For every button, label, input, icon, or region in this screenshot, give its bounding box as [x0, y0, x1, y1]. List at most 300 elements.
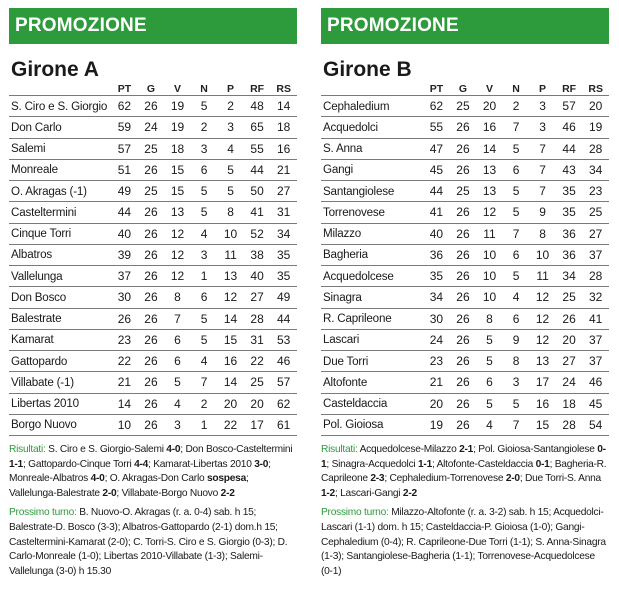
stat-rs: 44 — [270, 308, 297, 329]
stat-rf: 44 — [244, 159, 271, 180]
stat-v: 8 — [476, 308, 503, 329]
stat-pt: 59 — [111, 117, 138, 138]
stat-n: 2 — [191, 117, 218, 138]
stat-n: 5 — [191, 308, 218, 329]
section-banner: PROMOZIONE — [9, 8, 297, 44]
stat-g: 26 — [450, 308, 477, 329]
stat-rf: 25 — [556, 287, 583, 308]
stat-n: 1 — [191, 414, 218, 435]
result-score: 2-1 — [459, 444, 474, 455]
stat-n: 5 — [191, 181, 218, 202]
stat-p: 10 — [529, 244, 556, 265]
stat-n: 7 — [191, 372, 218, 393]
stat-g: 26 — [138, 287, 165, 308]
stat-pt: 22 — [111, 351, 138, 372]
stat-v: 3 — [164, 414, 191, 435]
stat-pt: 34 — [423, 287, 450, 308]
team-name: Gattopardo — [9, 351, 111, 372]
result-score: 3-0 — [254, 458, 269, 470]
stat-rs: 37 — [582, 329, 609, 350]
stat-rs: 32 — [582, 287, 609, 308]
stat-v: 15 — [164, 181, 191, 202]
table-row — [321, 372, 609, 393]
stat-v: 4 — [476, 414, 503, 435]
table-row — [9, 414, 297, 435]
stat-rs: 25 — [582, 202, 609, 223]
stat-v: 5 — [476, 393, 503, 414]
results-text — [9, 444, 292, 499]
stat-n: 6 — [503, 244, 530, 265]
result-fixture: ; Monreale-Albatros — [9, 458, 271, 485]
table-row — [9, 372, 297, 393]
stat-v: 13 — [476, 159, 503, 180]
result-score: 2-0 — [505, 473, 520, 485]
stat-rs: 28 — [582, 266, 609, 287]
stat-v: 5 — [164, 372, 191, 393]
stat-rs: 45 — [582, 393, 609, 414]
stat-v: 4 — [164, 393, 191, 414]
team-name: Balestrate — [9, 308, 111, 329]
stat-p: 20 — [217, 393, 244, 414]
stat-pt: 14 — [111, 393, 138, 414]
stat-n: 4 — [503, 287, 530, 308]
stat-p: 16 — [529, 393, 556, 414]
stat-n: 5 — [503, 266, 530, 287]
stat-g: 25 — [450, 181, 477, 202]
stat-g: 26 — [138, 329, 165, 350]
group-title: Girone A — [11, 58, 99, 81]
result-fixture: ; Pol. Gioiosa-Santangiolese — [473, 444, 598, 455]
stat-pt: 62 — [423, 96, 450, 117]
stat-n: 5 — [503, 202, 530, 223]
team-name: Pol. Gioiosa — [321, 414, 423, 435]
stat-v: 11 — [476, 223, 503, 244]
table-row — [321, 393, 609, 414]
next-round-label: Prossimo turno: — [9, 507, 77, 519]
stat-g: 26 — [450, 287, 477, 308]
stat-p: 9 — [529, 202, 556, 223]
stat-g: 25 — [138, 138, 165, 159]
stat-p: 8 — [529, 223, 556, 244]
stat-g: 26 — [138, 266, 165, 287]
stat-pt: 39 — [111, 244, 138, 265]
stat-v: 10 — [476, 287, 503, 308]
table-row — [321, 244, 609, 265]
standings-table — [9, 83, 297, 436]
stat-rs: 37 — [582, 244, 609, 265]
table-body — [321, 96, 609, 436]
stat-v: 12 — [164, 223, 191, 244]
stat-rf: 36 — [556, 244, 583, 265]
team-name: O. Akragas (-1) — [9, 181, 111, 202]
stat-g: 26 — [450, 117, 477, 138]
header-team — [321, 83, 423, 96]
stat-g: 26 — [138, 351, 165, 372]
result-fixture: ; Villabate-Borgo Nuovo — [116, 487, 221, 499]
group-title: Girone B — [323, 58, 412, 81]
table-row — [321, 351, 609, 372]
stat-v: 13 — [164, 202, 191, 223]
standings-table — [321, 83, 609, 436]
table-row — [9, 202, 297, 223]
table-row — [321, 329, 609, 350]
table-row — [9, 138, 297, 159]
stat-n: 6 — [503, 159, 530, 180]
stat-n: 6 — [191, 287, 218, 308]
stat-p: 16 — [217, 351, 244, 372]
team-name: Altofonte — [321, 372, 423, 393]
stat-rs: 46 — [270, 351, 297, 372]
notes — [321, 443, 609, 579]
stat-rf: 26 — [556, 308, 583, 329]
team-name: Cinque Torri — [9, 223, 111, 244]
result-fixture: ; Due Torri-S. Anna — [519, 473, 601, 485]
result-score: 4-0 — [90, 473, 105, 485]
stat-rf: 27 — [244, 287, 271, 308]
stat-rs: 27 — [582, 223, 609, 244]
stat-g: 26 — [450, 393, 477, 414]
stat-rf: 34 — [556, 266, 583, 287]
stat-g: 26 — [138, 244, 165, 265]
result-fixture: ; O. Akragas-Don Carlo — [104, 473, 207, 485]
stat-rs: 46 — [582, 372, 609, 393]
stat-pt: 55 — [423, 117, 450, 138]
stat-p: 3 — [217, 117, 244, 138]
result-score: 1-1 — [418, 458, 432, 470]
stat-p: 5 — [217, 159, 244, 180]
stat-g: 26 — [450, 159, 477, 180]
team-name: Santangiolese — [321, 181, 423, 202]
next-round-paragraph — [321, 506, 609, 579]
stat-n: 3 — [191, 244, 218, 265]
team-name: Acquedolcese — [321, 266, 423, 287]
stat-pt: 37 — [111, 266, 138, 287]
result-fixture: S. Ciro e S. Giorgio-Salemi — [48, 444, 167, 455]
table-row — [9, 351, 297, 372]
team-name: Due Torri — [321, 351, 423, 372]
team-name: Don Bosco — [9, 287, 111, 308]
stat-g: 26 — [138, 223, 165, 244]
stat-pt: 44 — [111, 202, 138, 223]
stat-p: 11 — [529, 266, 556, 287]
stat-n: 5 — [503, 181, 530, 202]
stat-rf: 41 — [244, 202, 271, 223]
stat-rf: 28 — [556, 414, 583, 435]
team-name: S. Anna — [321, 138, 423, 159]
stat-rs: 31 — [270, 202, 297, 223]
stat-n: 5 — [503, 138, 530, 159]
stat-n: 5 — [191, 202, 218, 223]
header-pt: PT — [423, 83, 450, 96]
result-fixture: Acquedolcese-Milazzo — [359, 444, 460, 455]
stat-rs: 62 — [270, 393, 297, 414]
stat-rf: 50 — [244, 181, 271, 202]
stat-v: 18 — [164, 138, 191, 159]
team-name: Casteldaccia — [321, 393, 423, 414]
stat-g: 26 — [450, 266, 477, 287]
stat-n: 9 — [503, 329, 530, 350]
stat-n: 3 — [191, 138, 218, 159]
header-g: G — [138, 83, 165, 96]
header-n: N — [503, 83, 530, 96]
stat-n: 1 — [191, 266, 218, 287]
team-name: Milazzo — [321, 223, 423, 244]
stat-v: 13 — [476, 181, 503, 202]
stat-rs: 54 — [582, 414, 609, 435]
stat-pt: 21 — [111, 372, 138, 393]
team-name: Acquedolci — [321, 117, 423, 138]
stat-rs: 41 — [582, 308, 609, 329]
team-name: Libertas 2010 — [9, 393, 111, 414]
stat-g: 26 — [138, 96, 165, 117]
team-name: Cephaledium — [321, 96, 423, 117]
stat-rs: 57 — [270, 372, 297, 393]
next-round-text: B. Nuovo-O. Akragas (r. a. 0-4) sab. h 15; Balestrate-D. Bosco (3-3); Albatros-Gattopardo (2-1) dom.h 15; Casteltermini-Kamarat (2-0); C. Torri-S. Ciro e S. Giorgio (0-3); D. Carlo-Monreale (1-0); Libertas 2010-Villabate (1-3); Salemi-Vallelunga (3-0) h 15.30 — [9, 507, 288, 577]
header-g: G — [450, 83, 477, 96]
stat-p: 15 — [529, 414, 556, 435]
next-round-label: Prossimo turno: — [321, 507, 389, 519]
result-fixture: ; Vallelunga-Balestrate — [9, 473, 249, 499]
team-name: Kamarat — [9, 329, 111, 350]
girone-b-panel — [321, 8, 609, 579]
stat-rf: 48 — [244, 96, 271, 117]
table-row — [9, 159, 297, 180]
table-row — [9, 329, 297, 350]
stat-n: 7 — [503, 414, 530, 435]
result-fixture: ; Bagheria-R. Caprileone — [321, 458, 607, 485]
stat-n: 6 — [191, 159, 218, 180]
stat-pt: 44 — [423, 181, 450, 202]
table-row — [321, 266, 609, 287]
stat-p: 8 — [217, 202, 244, 223]
stat-pt: 26 — [111, 308, 138, 329]
header-v: V — [164, 83, 191, 96]
header-rs: RS — [582, 83, 609, 96]
results-label: Risultati: — [321, 444, 358, 455]
stat-rs: 61 — [270, 414, 297, 435]
table-row — [9, 308, 297, 329]
header-p: P — [529, 83, 556, 96]
stat-p: 22 — [217, 414, 244, 435]
stat-v: 5 — [476, 351, 503, 372]
table-row — [321, 287, 609, 308]
table-row — [321, 159, 609, 180]
stat-p: 5 — [217, 181, 244, 202]
stat-p: 10 — [217, 223, 244, 244]
table-row — [321, 202, 609, 223]
stat-g: 25 — [450, 96, 477, 117]
stat-pt: 41 — [423, 202, 450, 223]
team-name: Don Carlo — [9, 117, 111, 138]
stat-p: 12 — [529, 287, 556, 308]
stat-g: 24 — [138, 117, 165, 138]
stat-pt: 24 — [423, 329, 450, 350]
stat-pt: 62 — [111, 96, 138, 117]
result-score: 2-2 — [220, 487, 235, 499]
stat-g: 26 — [450, 138, 477, 159]
stat-rs: 37 — [582, 351, 609, 372]
stat-p: 7 — [529, 181, 556, 202]
table-body — [9, 96, 297, 436]
stat-rf: 22 — [244, 351, 271, 372]
stat-pt: 30 — [423, 308, 450, 329]
stat-n: 7 — [503, 223, 530, 244]
stat-rf: 20 — [556, 329, 583, 350]
stat-g: 25 — [138, 181, 165, 202]
stat-pt: 21 — [423, 372, 450, 393]
stat-p: 3 — [529, 117, 556, 138]
stat-g: 26 — [450, 329, 477, 350]
stat-g: 26 — [450, 223, 477, 244]
stat-pt: 23 — [111, 329, 138, 350]
team-name: Monreale — [9, 159, 111, 180]
stat-n: 7 — [503, 117, 530, 138]
stat-rs: 20 — [582, 96, 609, 117]
stat-v: 6 — [476, 372, 503, 393]
stat-n: 4 — [191, 351, 218, 372]
stat-g: 26 — [138, 414, 165, 435]
stat-p: 11 — [217, 244, 244, 265]
stat-rf: 17 — [244, 414, 271, 435]
stat-pt: 47 — [423, 138, 450, 159]
stat-n: 6 — [503, 308, 530, 329]
stat-rf: 65 — [244, 117, 271, 138]
stat-p: 12 — [529, 329, 556, 350]
stat-p: 2 — [217, 96, 244, 117]
section-banner: PROMOZIONE — [321, 8, 609, 44]
stat-p: 4 — [217, 138, 244, 159]
stat-rf: 38 — [244, 244, 271, 265]
results-label: Risultati: — [9, 444, 46, 455]
header-p: P — [217, 83, 244, 96]
stat-pt: 51 — [111, 159, 138, 180]
stat-p: 3 — [529, 96, 556, 117]
stat-n: 5 — [503, 393, 530, 414]
stat-rf: 40 — [244, 266, 271, 287]
result-fixture: ; Lascari-Gangi — [334, 487, 403, 499]
stat-rf: 44 — [556, 138, 583, 159]
stat-rf: 35 — [556, 181, 583, 202]
table-header-row — [9, 83, 297, 96]
stat-pt: 40 — [423, 223, 450, 244]
stat-g: 26 — [138, 372, 165, 393]
table-row — [9, 223, 297, 244]
results-paragraph — [321, 443, 609, 501]
stat-rf: 20 — [244, 393, 271, 414]
stat-p: 13 — [217, 266, 244, 287]
stat-rs: 35 — [270, 244, 297, 265]
stat-p: 17 — [529, 372, 556, 393]
stat-g: 26 — [450, 244, 477, 265]
stat-rs: 27 — [270, 181, 297, 202]
stat-p: 14 — [217, 372, 244, 393]
stat-pt: 40 — [111, 223, 138, 244]
stat-v: 7 — [164, 308, 191, 329]
table-row — [321, 138, 609, 159]
table-row — [9, 287, 297, 308]
stat-v: 15 — [164, 159, 191, 180]
team-name: Albatros — [9, 244, 111, 265]
stat-pt: 49 — [111, 181, 138, 202]
result-score: 2-0 — [102, 487, 117, 499]
table-row — [9, 244, 297, 265]
stat-rf: 52 — [244, 223, 271, 244]
stat-p: 15 — [217, 329, 244, 350]
team-name: S. Ciro e S. Giorgio — [9, 96, 111, 117]
stat-rs: 34 — [270, 223, 297, 244]
stat-n: 2 — [191, 393, 218, 414]
stat-g: 26 — [138, 308, 165, 329]
stat-pt: 20 — [423, 393, 450, 414]
result-score: 2-3 — [370, 473, 385, 485]
team-name: Salemi — [9, 138, 111, 159]
stat-n: 8 — [503, 351, 530, 372]
notes — [9, 443, 297, 579]
stat-pt: 35 — [423, 266, 450, 287]
header-rf: RF — [244, 83, 271, 96]
result-score: 0-1 — [321, 444, 606, 470]
header-team — [9, 83, 111, 96]
stat-rs: 18 — [270, 117, 297, 138]
stat-v: 6 — [164, 351, 191, 372]
result-score: 1-2 — [321, 487, 335, 499]
team-name: Bagheria — [321, 244, 423, 265]
stat-p: 12 — [217, 287, 244, 308]
stat-n: 4 — [191, 223, 218, 244]
stat-v: 8 — [164, 287, 191, 308]
result-score: sospesa — [206, 473, 246, 485]
stat-rs: 35 — [270, 266, 297, 287]
stat-rs: 19 — [582, 117, 609, 138]
stat-g: 26 — [138, 159, 165, 180]
stat-g: 26 — [450, 414, 477, 435]
table-row — [321, 414, 609, 435]
stat-rf: 18 — [556, 393, 583, 414]
stat-pt: 19 — [423, 414, 450, 435]
table-row — [321, 181, 609, 202]
stat-rf: 28 — [244, 308, 271, 329]
stat-rs: 16 — [270, 138, 297, 159]
stat-rf: 36 — [556, 223, 583, 244]
stat-p: 13 — [529, 351, 556, 372]
stat-rf: 46 — [556, 117, 583, 138]
result-fixture: ; Don Bosco-Casteltermini — [180, 444, 293, 455]
stat-n: 5 — [191, 96, 218, 117]
stat-v: 10 — [476, 244, 503, 265]
stat-v: 16 — [476, 117, 503, 138]
header-pt: PT — [111, 83, 138, 96]
team-name: Villabate (-1) — [9, 372, 111, 393]
stat-v: 14 — [476, 138, 503, 159]
next-round-paragraph — [9, 506, 297, 579]
stat-rs: 28 — [582, 138, 609, 159]
team-name: Vallelunga — [9, 266, 111, 287]
team-name: Borgo Nuovo — [9, 414, 111, 435]
stat-v: 12 — [164, 266, 191, 287]
team-name: Gangi — [321, 159, 423, 180]
team-name: R. Caprileone — [321, 308, 423, 329]
stat-rf: 57 — [556, 96, 583, 117]
stat-pt: 10 — [111, 414, 138, 435]
stat-n: 2 — [503, 96, 530, 117]
girone-a-panel — [9, 8, 297, 579]
stat-n: 3 — [503, 372, 530, 393]
team-name: Torrenovese — [321, 202, 423, 223]
stat-v: 10 — [476, 266, 503, 287]
header-n: N — [191, 83, 218, 96]
stat-v: 6 — [164, 329, 191, 350]
stat-rs: 53 — [270, 329, 297, 350]
